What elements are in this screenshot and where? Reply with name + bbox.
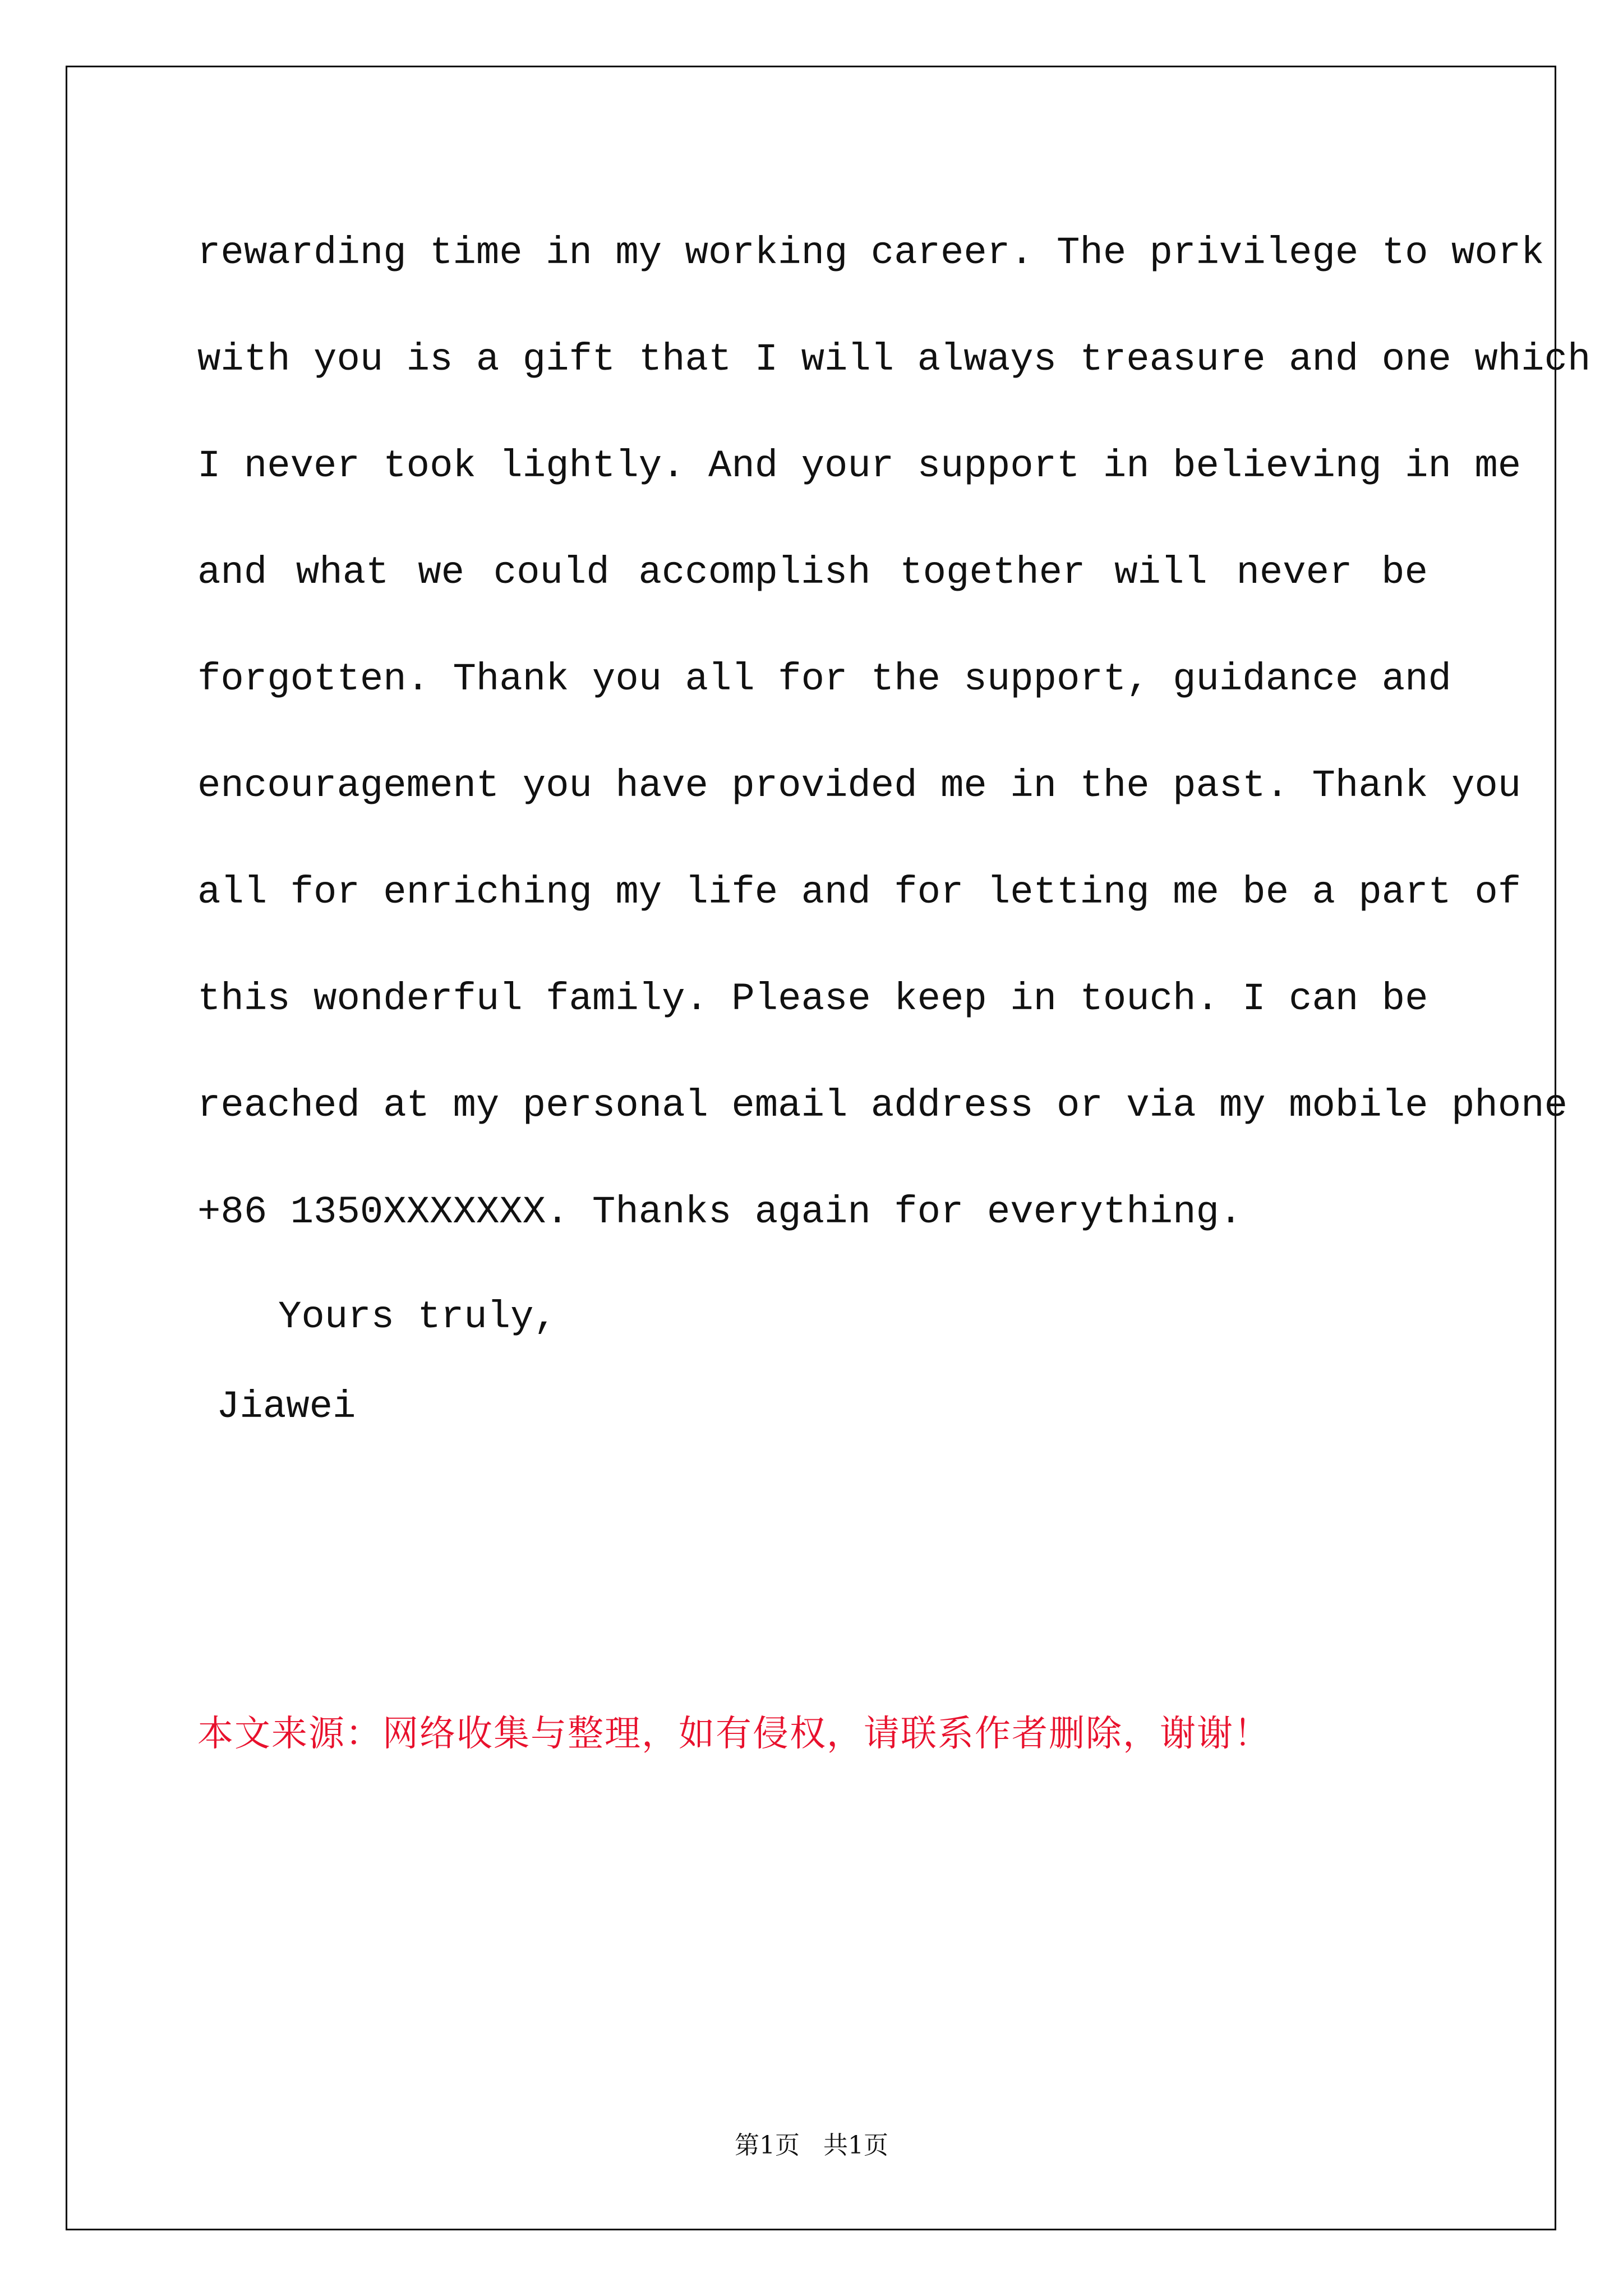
letter-body xyxy=(197,208,1591,1274)
letter-signature: Jiawei xyxy=(216,1385,356,1429)
letter-line: encouragement you have provided me in the past. Thank you xyxy=(197,764,1521,808)
letter-line: this wonderful family. Please keep in touch. I can be xyxy=(197,977,1428,1021)
letter-line: and what we could accomplish together will never be xyxy=(197,551,1428,595)
letter-closing: Yours truly, xyxy=(278,1295,557,1339)
source-disclaimer: 本文来源：网络收集与整理，如有侵权，请联系作者删除，谢谢！ xyxy=(197,1713,1271,1755)
letter-line: I never took lightly. And your support in believing in me xyxy=(197,444,1521,488)
letter-line: rewarding time in my working career. The privilege to work xyxy=(197,231,1544,275)
letter-line: +86 1350XXXXXXX. Thanks again for everything. xyxy=(197,1190,1243,1234)
letter-line: all for enriching my life and for letting me be a part of xyxy=(197,871,1521,914)
letter-line: forgotten. Thank you all for the support, guidance and xyxy=(197,657,1451,701)
letter-line: with you is a gift that I will always treasure and one which xyxy=(197,338,1591,381)
page-number-footer: 第1页 共1页 xyxy=(735,2131,888,2160)
letter-line: reached at my personal email address or via my mobile phone xyxy=(197,1084,1567,1128)
